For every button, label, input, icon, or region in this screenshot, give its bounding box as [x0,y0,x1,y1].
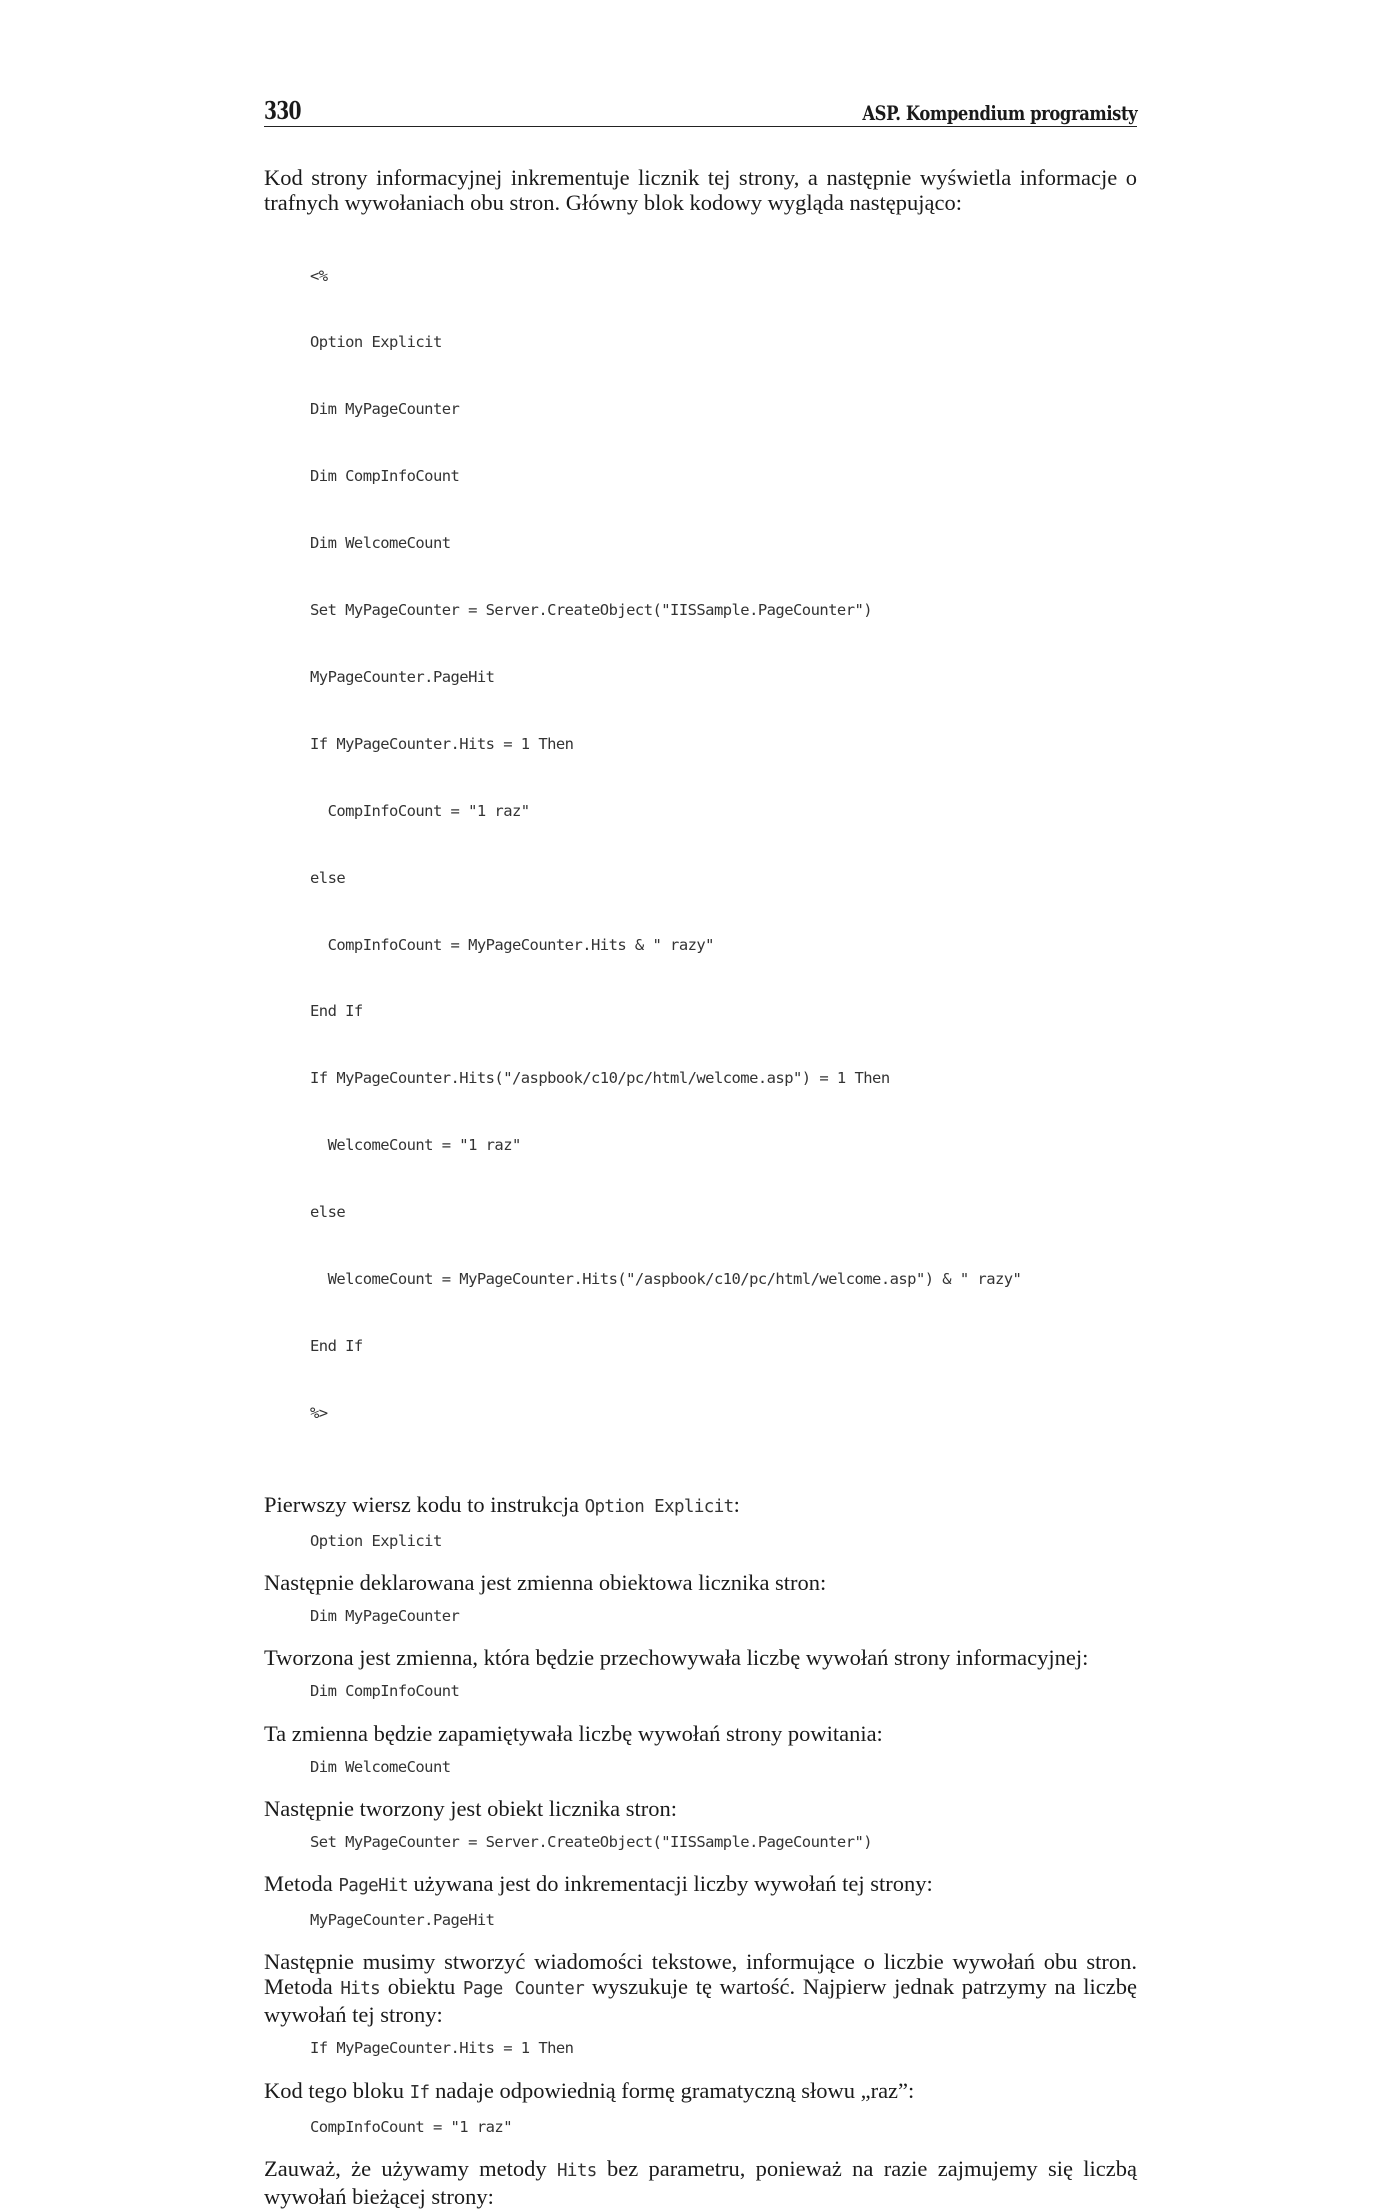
paragraph-create-object: Następnie tworzony jest obiekt licznika stron: [264,1795,678,1821]
text-run: obiektu [380,1974,463,2000]
intro-paragraph: Kod strony informacyjnej inkrementuje licznik tej strony, a następnie wyświetla informacje o trafnych wywołaniach obu stron. Główny blok kodowy wygląda następująco: [264,165,1137,215]
code-snippet: If MyPageCounter.Hits = 1 Then [310,2039,574,2058]
code-line: else [310,1203,346,1222]
inline-code: Page Counter [462,1979,585,2000]
text-run: Zauważ, że używamy metody [264,2156,557,2181]
code-snippet: Dim WelcomeCount [310,1757,451,1776]
code-line: Dim WelcomeCount [310,534,451,553]
text-run: bez parametru, ponieważ na razie zajmujemy się liczbą wywołań bieżącej strony: [264,2156,1137,2209]
text-run: Następnie musimy stworzyć wiadomości tekstowe, informujące o liczbie wywołań obu stron. Metoda [264,1949,1137,2000]
inline-code: Option Explicit [584,1496,734,1517]
book-page [264,92,1137,2209]
paragraph-compinfo-variable: Tworzona jest zmienna, która będzie przechowywała liczbę wywołań strony informacyjnej: [264,1645,1089,1671]
paragraph-declare-counter: Następnie deklarowana jest zmienna obiektowa licznika stron: [264,1569,827,1595]
code-line: MyPageCounter.PageHit [310,667,495,686]
paragraph-welcome-variable: Ta zmienna będzie zapamiętywała liczbę wywołań strony powitania: [264,1720,883,1746]
text-run: wyszukuje tę wartość. Najpierw jednak patrzymy na liczbę wywołań tej strony: [264,1974,1137,2028]
text-run: nadaje odpowiednią formę gramatyczną słowu „raz”: [429,2077,915,2103]
code-line: End If [310,1336,363,1355]
code-line: WelcomeCount = MyPageCounter.Hits("/aspbook/c10/pc/html/welcome.asp") & " razy" [310,1269,1022,1288]
code-snippet: Dim MyPageCounter [310,1606,460,1625]
text-run: Metoda [264,1871,339,1897]
book-title: ASP. Kompendium programisty [862,101,1137,125]
code-line: CompInfoCount = "1 raz" [310,801,530,820]
code-line: Dim MyPageCounter [310,400,460,419]
text-run: : [733,1491,740,1517]
code-line: else [310,868,346,887]
paragraph-hits-method [264,1949,1137,2027]
text-run: używana jest do inkrementacji liczby wywołań tej strony: [407,1871,933,1897]
paragraph-option-explicit [264,1492,1137,1520]
code-line: Dim CompInfoCount [310,467,460,486]
inline-code: Hits [556,2161,597,2181]
code-snippet: Set MyPageCounter = Server.CreateObject("IISSample.PageCounter") [310,1832,873,1851]
paragraph-if-block [264,2078,1137,2106]
code-snippet: Dim CompInfoCount [310,1682,460,1701]
paragraph-pagehit [264,1871,1137,1899]
text-run: Kod tego bloku [264,2077,410,2103]
inline-code: If [409,2082,430,2103]
code-line: If MyPageCounter.Hits = 1 Then [310,734,574,753]
inline-code: Hits [340,1979,381,2000]
page-number: 330 [264,96,301,125]
code-line: Option Explicit [310,333,442,352]
code-line: If MyPageCounter.Hits("/aspbook/c10/pc/html/welcome.asp") = 1 Then [310,1069,890,1088]
paragraph-hits-no-param [264,2156,1137,2209]
code-line: End If [310,1002,363,1021]
inline-code: PageHit [338,1876,408,1897]
code-snippet: Option Explicit [310,1531,442,1550]
running-header [264,92,1137,127]
text-run: Pierwszy wiersz kodu to instrukcja [264,1491,585,1517]
code-line: WelcomeCount = "1 raz" [310,1136,521,1155]
code-line: CompInfoCount = MyPageCounter.Hits & " razy" [310,935,714,954]
code-snippet: MyPageCounter.PageHit [310,1911,495,1930]
code-line: <% [310,266,328,285]
main-code-block [310,220,1137,1469]
code-line: Set MyPageCounter = Server.CreateObject("IISSample.PageCounter") [310,601,873,620]
code-line: %> [310,1403,328,1422]
code-snippet: CompInfoCount = "1 raz" [310,2117,512,2136]
